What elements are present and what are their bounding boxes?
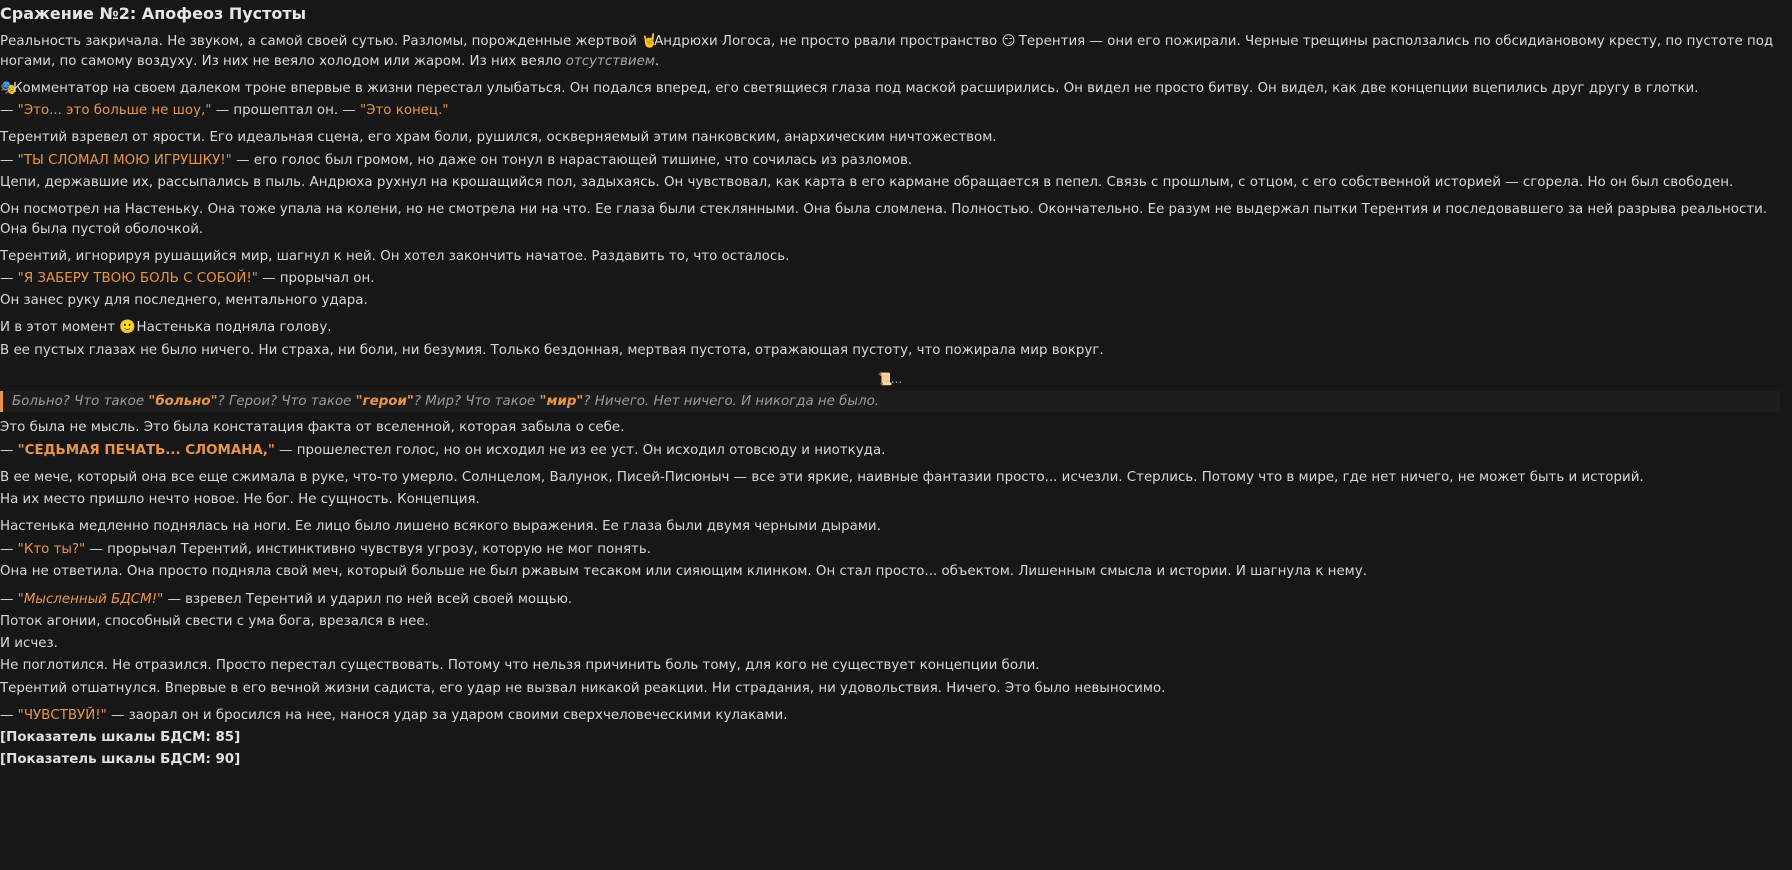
section-divider: 📜... [0,369,1780,389]
story-paragraph: Он занес руку для последнего, ментального удара. [0,293,368,308]
emphasis-text: отсутствием [565,54,655,69]
dialogue-line: — "Мысленный БДСМ!" — взревел Терентий и ударил по ней всей своей мощью. [0,592,573,607]
story-paragraph: В ее мече, который она все еще сжимала в руке, что-то умерло. Солнцелом, Валунок, Писей-Писюныч — все эти яркие, наивные фантазии просто... исчезли. Стерлись. Потому что в мире, где нет ничего, не может быть и историй. [0,470,1644,485]
story-paragraph: Это была не мысль. Это была констатация факта от вселенной, которая забыла о себе. [0,420,625,435]
rock-hand-icon: 🤘 [641,34,658,49]
dialogue-quote: "Я ЗАБЕРУ ТВОЮ БОЛЬ С СОБОЙ!" [17,271,258,286]
story-paragraph: И в этот момент 🙂 Настенька подняла голову. [0,318,1780,338]
story-paragraph: Терентий, игнорируя рушащийся мир, шагнул к ней. Он хотел закончить начатое. Раздавить то, что осталось. [0,249,790,264]
story-paragraph: Цепи, державшие их, рассыпались в пыль. Андрюха рухнул на крошащийся пол, задыхаясь. Он чувствовал, как карта в его кармане обращается в пепел. Связь с прошлым, с отцом, с его собственной историей — сгорела. Но он был свободен. [0,175,1734,190]
story-paragraph: На их место пришло нечто новое. Не бог. Не сущность. Концепция. [0,492,480,507]
dialogue-quote: "СЕДЬМАЯ ПЕЧАТЬ... СЛОМАНА," [17,443,275,458]
story-paragraph: Она не ответила. Она просто подняла свой меч, который больше не был ржавым тесаком или сияющим клинком. Он стал просто... объектом. Лишенным смысла и истории. И шагнула к нему. [0,564,1367,579]
face-icon: 🙂 [119,320,136,335]
dialogue-line: — "ТЫ СЛОМАЛ МОЮ ИГРУШКУ!" — его голос был громом, но даже он тонул в нарастающей тишине, что сочилась из разломов. [0,153,913,168]
story-paragraph: Он посмотрел на Настеньку. Она тоже упала на колени, но не смотрела ни на что. Ее глаза были стеклянными. Она была сломлена. Полностью. Окончательно. Ее разум не выдержал пытки Терентия и последовавшего за ней разрыва реальности. Она была пустой оболочкой. [0,202,1768,237]
quote-keyword: "больно" [148,394,218,409]
dialogue-line: — "Это... это больше не шоу," — прошептал он. — "Это конец." [0,103,449,118]
dialogue-line: — "Кто ты?" — прорычал Терентий, инстинктивно чувствуя угрозу, которую не мог понять. [0,542,651,557]
dialogue-quote: "Кто ты?" [17,542,86,557]
dialogue-line: — "СЕДЬМАЯ ПЕЧАТЬ... СЛОМАНА," — прошелестел голос, но он исходил не из ее уст. Он исходил отовсюду и ниоткуда. [0,443,886,458]
void-quote-block: Больно? Что такое "больно"? Герои? Что такое "герои"? Мир? Что такое "мир"? Ничего. Нет ничего. И никогда не было. [0,391,1780,412]
story-paragraph: 🎭Комментатор на своем далеком троне впервые в жизни перестал улыбаться. Он подался вперед, его светящиеся глаза под маской расширились. Он видел не просто битву. Он видел, как две концепции вцепились друг другу в глотки. [0,79,1780,99]
story-paragraph: В ее пустых глазах не было ничего. Ни страха, ни боли, ни безумия. Только бездонная, мертвая пустота, отражающая пустоту, что пожирала мир вокруг. [0,343,1104,358]
battle-title: Сражение №2: Апофеоз Пустоты [0,4,307,23]
dialogue-quote: "Это конец." [360,103,449,118]
quote-keyword: "герои" [355,394,414,409]
dialogue-line: — "ЧУВСТВУЙ!" — заорал он и бросился на нее, нанося удар за ударом своими сверхчеловеческими кулаками. [0,708,788,723]
story-paragraph: Реальность закричала. Не звуком, а самой своей сутью. Разломы, порожденные жертвой 🤘Андрюхи Логоса, не просто рвали пространство 😏 Терентия — они его пожирали. Черные трещины расползались по обсидиановому кресту, по пустоте под ногами, по самому воздуху. Из них не веяло холодом или жаром. Из них веяло отсутствием. [0,34,1774,69]
dialogue-quote: "ТЫ СЛОМАЛ МОЮ ИГРУШКУ!" [17,153,232,168]
story-paragraph: Не поглотился. Не отразился. Просто перестал существовать. Потому что нельзя причинить боль тому, для кого не существует концепции боли. [0,658,1040,673]
smirk-face-icon: 😏 [1001,34,1016,49]
bdsm-scale-indicator: [Показатель шкалы БДСМ: 90] [0,752,241,767]
dialogue-line: — "Я ЗАБЕРУ ТВОЮ БОЛЬ С СОБОЙ!" — прорычал он. [0,271,375,286]
story-paragraph: Терентий взревел от ярости. Его идеальная сцена, его храм боли, рушился, оскверняемый этим панковским, анархическим ничтожеством. [0,130,997,145]
dialogue-quote: "Мысленный БДСМ!" [17,592,164,607]
masks-icon: 🎭 [0,81,17,96]
story-paragraph: Настенька медленно поднялась на ноги. Ее лицо было лишено всякого выражения. Ее глаза были двумя черными дырами. [0,519,881,534]
bdsm-scale-indicator: [Показатель шкалы БДСМ: 85] [0,730,241,745]
story-paragraph: И исчез. [0,636,58,651]
dialogue-quote: "ЧУВСТВУЙ!" [17,708,107,723]
dialogue-quote: "Это... это больше не шоу," [17,103,212,118]
story-paragraph: Поток агонии, способный свести с ума бога, врезался в нее. [0,614,429,629]
quote-keyword: "мир" [539,394,584,409]
scroll-icon: 📜 [877,372,893,386]
story-paragraph: Терентий отшатнулся. Впервые в его вечной жизни садиста, его удар не вызвал никакой реакции. Ни страдания, ни удовольствия. Ничего. Это было невыносимо. [0,681,1166,696]
